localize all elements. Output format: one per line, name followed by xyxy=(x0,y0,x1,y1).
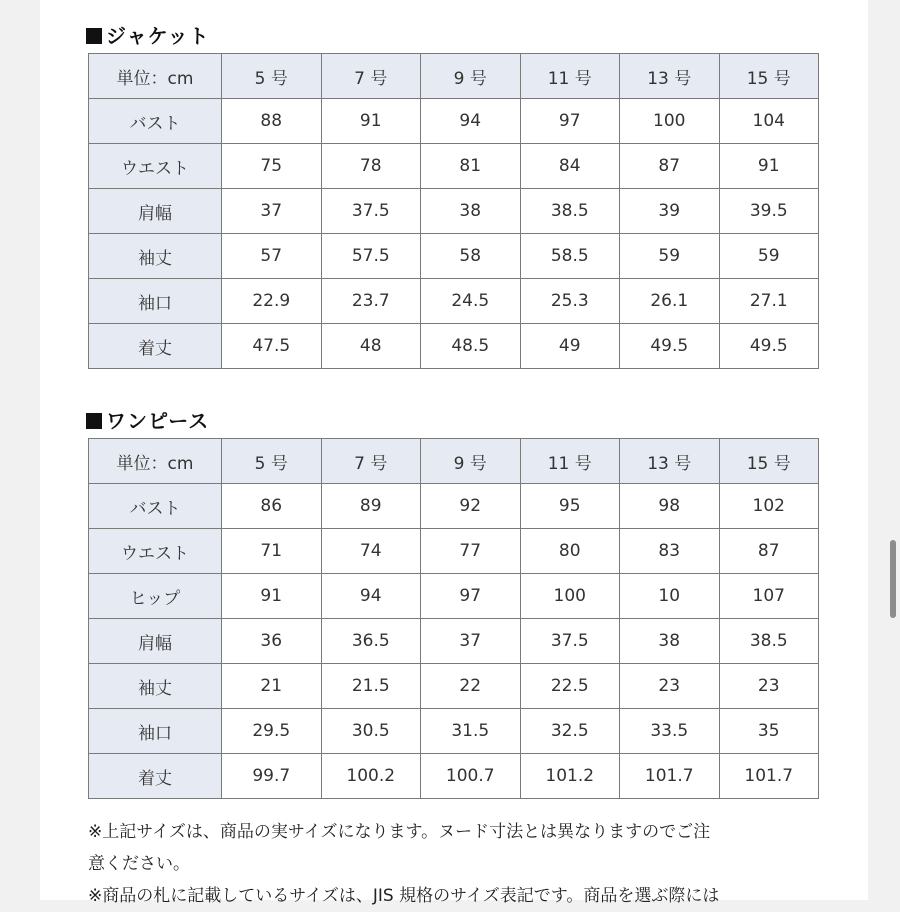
value-cell: 36 xyxy=(222,619,322,664)
value-cell: 22.5 xyxy=(520,664,620,709)
table-row xyxy=(89,619,819,664)
jacket-size-table xyxy=(88,53,819,369)
value-cell: 23.7 xyxy=(321,279,421,324)
table-row xyxy=(89,574,819,619)
value-cell: 92 xyxy=(421,484,521,529)
value-cell: 71 xyxy=(222,529,322,574)
value-cell: 88 xyxy=(222,99,322,144)
value-cell: 38.5 xyxy=(719,619,819,664)
value-cell: 87 xyxy=(719,529,819,574)
value-cell: 97 xyxy=(520,99,620,144)
row-label-cell: バスト xyxy=(89,99,222,144)
value-cell: 21 xyxy=(222,664,322,709)
table-row xyxy=(89,529,819,574)
value-cell: 101.7 xyxy=(620,754,720,799)
value-cell: 86 xyxy=(222,484,322,529)
value-cell: 22 xyxy=(421,664,521,709)
value-cell: 84 xyxy=(520,144,620,189)
size-header-cell: 5 号 xyxy=(222,439,322,484)
value-cell: 36.5 xyxy=(321,619,421,664)
size-header-cell: 11 号 xyxy=(520,439,620,484)
row-label-cell: 肩幅 xyxy=(89,189,222,234)
value-cell: 37.5 xyxy=(520,619,620,664)
value-cell: 100.7 xyxy=(421,754,521,799)
size-header-cell: 9 号 xyxy=(421,439,521,484)
value-cell: 75 xyxy=(222,144,322,189)
value-cell: 23 xyxy=(620,664,720,709)
value-cell: 59 xyxy=(719,234,819,279)
row-label-cell: ウエスト xyxy=(89,144,222,189)
size-header-cell: 9 号 xyxy=(421,54,521,99)
scrollbar-thumb[interactable] xyxy=(890,540,896,618)
value-cell: 32.5 xyxy=(520,709,620,754)
table-row xyxy=(89,189,819,234)
row-label-cell: 着丈 xyxy=(89,324,222,369)
onepiece-size-table xyxy=(88,438,819,799)
value-cell: 21.5 xyxy=(321,664,421,709)
value-cell: 77 xyxy=(421,529,521,574)
value-cell: 107 xyxy=(719,574,819,619)
value-cell: 100.2 xyxy=(321,754,421,799)
value-cell: 78 xyxy=(321,144,421,189)
value-cell: 33.5 xyxy=(620,709,720,754)
value-cell: 35 xyxy=(719,709,819,754)
value-cell: 94 xyxy=(421,99,521,144)
value-cell: 38 xyxy=(620,619,720,664)
note-line: ※商品の札に記載しているサイズは、JIS 規格のサイズ表記です。商品を選ぶ際には xyxy=(88,886,720,906)
value-cell: 83 xyxy=(620,529,720,574)
note-line: 意ください。 xyxy=(88,854,190,874)
jacket-section-title xyxy=(86,20,210,49)
row-label-cell: 袖口 xyxy=(89,709,222,754)
unit-header-cell: 単位：cm xyxy=(89,439,222,484)
value-cell: 94 xyxy=(321,574,421,619)
table-row xyxy=(89,709,819,754)
value-cell: 23 xyxy=(719,664,819,709)
value-cell: 22.9 xyxy=(222,279,322,324)
value-cell: 58.5 xyxy=(520,234,620,279)
value-cell: 74 xyxy=(321,529,421,574)
value-cell: 99.7 xyxy=(222,754,322,799)
value-cell: 38.5 xyxy=(520,189,620,234)
size-header-cell: 15 号 xyxy=(719,439,819,484)
value-cell: 30.5 xyxy=(321,709,421,754)
value-cell: 49.5 xyxy=(620,324,720,369)
value-cell: 31.5 xyxy=(421,709,521,754)
table-row xyxy=(89,664,819,709)
row-label-cell: バスト xyxy=(89,484,222,529)
value-cell: 37 xyxy=(222,189,322,234)
value-cell: 59 xyxy=(620,234,720,279)
value-cell: 48.5 xyxy=(421,324,521,369)
value-cell: 98 xyxy=(620,484,720,529)
square-bullet-icon xyxy=(86,28,102,44)
value-cell: 81 xyxy=(421,144,521,189)
value-cell: 95 xyxy=(520,484,620,529)
onepiece-section-title xyxy=(86,405,209,434)
table-header-row xyxy=(89,54,819,99)
notes xyxy=(88,816,828,912)
size-header-cell: 7 号 xyxy=(321,54,421,99)
value-cell: 39 xyxy=(620,189,720,234)
table-row xyxy=(89,234,819,279)
value-cell: 48 xyxy=(321,324,421,369)
row-label-cell: 袖丈 xyxy=(89,234,222,279)
value-cell: 100 xyxy=(620,99,720,144)
unit-header-cell: 単位：cm xyxy=(89,54,222,99)
value-cell: 87 xyxy=(620,144,720,189)
size-header-cell: 13 号 xyxy=(620,54,720,99)
scrollbar[interactable] xyxy=(886,0,900,900)
value-cell: 97 xyxy=(421,574,521,619)
size-header-cell: 11 号 xyxy=(520,54,620,99)
size-header-cell: 7 号 xyxy=(321,439,421,484)
value-cell: 49 xyxy=(520,324,620,369)
value-cell: 100 xyxy=(520,574,620,619)
table-row xyxy=(89,754,819,799)
value-cell: 80 xyxy=(520,529,620,574)
row-label-cell: 袖口 xyxy=(89,279,222,324)
row-label-cell: 肩幅 xyxy=(89,619,222,664)
value-cell: 57 xyxy=(222,234,322,279)
table-row xyxy=(89,484,819,529)
value-cell: 39.5 xyxy=(719,189,819,234)
value-cell: 26.1 xyxy=(620,279,720,324)
onepiece-title-text: ワンピース xyxy=(106,409,210,433)
value-cell: 47.5 xyxy=(222,324,322,369)
value-cell: 91 xyxy=(321,99,421,144)
size-header-cell: 5 号 xyxy=(222,54,322,99)
table-row xyxy=(89,279,819,324)
row-label-cell: 着丈 xyxy=(89,754,222,799)
size-header-cell: 15 号 xyxy=(719,54,819,99)
table-row xyxy=(89,99,819,144)
value-cell: 27.1 xyxy=(719,279,819,324)
square-bullet-icon xyxy=(86,413,102,429)
value-cell: 89 xyxy=(321,484,421,529)
value-cell: 58 xyxy=(421,234,521,279)
value-cell: 49.5 xyxy=(719,324,819,369)
row-label-cell: ウエスト xyxy=(89,529,222,574)
value-cell: 25.3 xyxy=(520,279,620,324)
jacket-title-text: ジャケット xyxy=(106,24,210,48)
size-header-cell: 13 号 xyxy=(620,439,720,484)
value-cell: 91 xyxy=(222,574,322,619)
value-cell: 37 xyxy=(421,619,521,664)
value-cell: 24.5 xyxy=(421,279,521,324)
value-cell: 38 xyxy=(421,189,521,234)
row-label-cell: 袖丈 xyxy=(89,664,222,709)
value-cell: 101.7 xyxy=(719,754,819,799)
value-cell: 91 xyxy=(719,144,819,189)
value-cell: 29.5 xyxy=(222,709,322,754)
value-cell: 10 xyxy=(620,574,720,619)
value-cell: 104 xyxy=(719,99,819,144)
table-header-row xyxy=(89,439,819,484)
note-line: ※上記サイズは、商品の実サイズになります。ヌード寸法とは異なりますのでご注 xyxy=(88,822,711,842)
value-cell: 101.2 xyxy=(520,754,620,799)
value-cell: 102 xyxy=(719,484,819,529)
value-cell: 37.5 xyxy=(321,189,421,234)
value-cell: 57.5 xyxy=(321,234,421,279)
table-row xyxy=(89,324,819,369)
table-row xyxy=(89,144,819,189)
row-label-cell: ヒップ xyxy=(89,574,222,619)
